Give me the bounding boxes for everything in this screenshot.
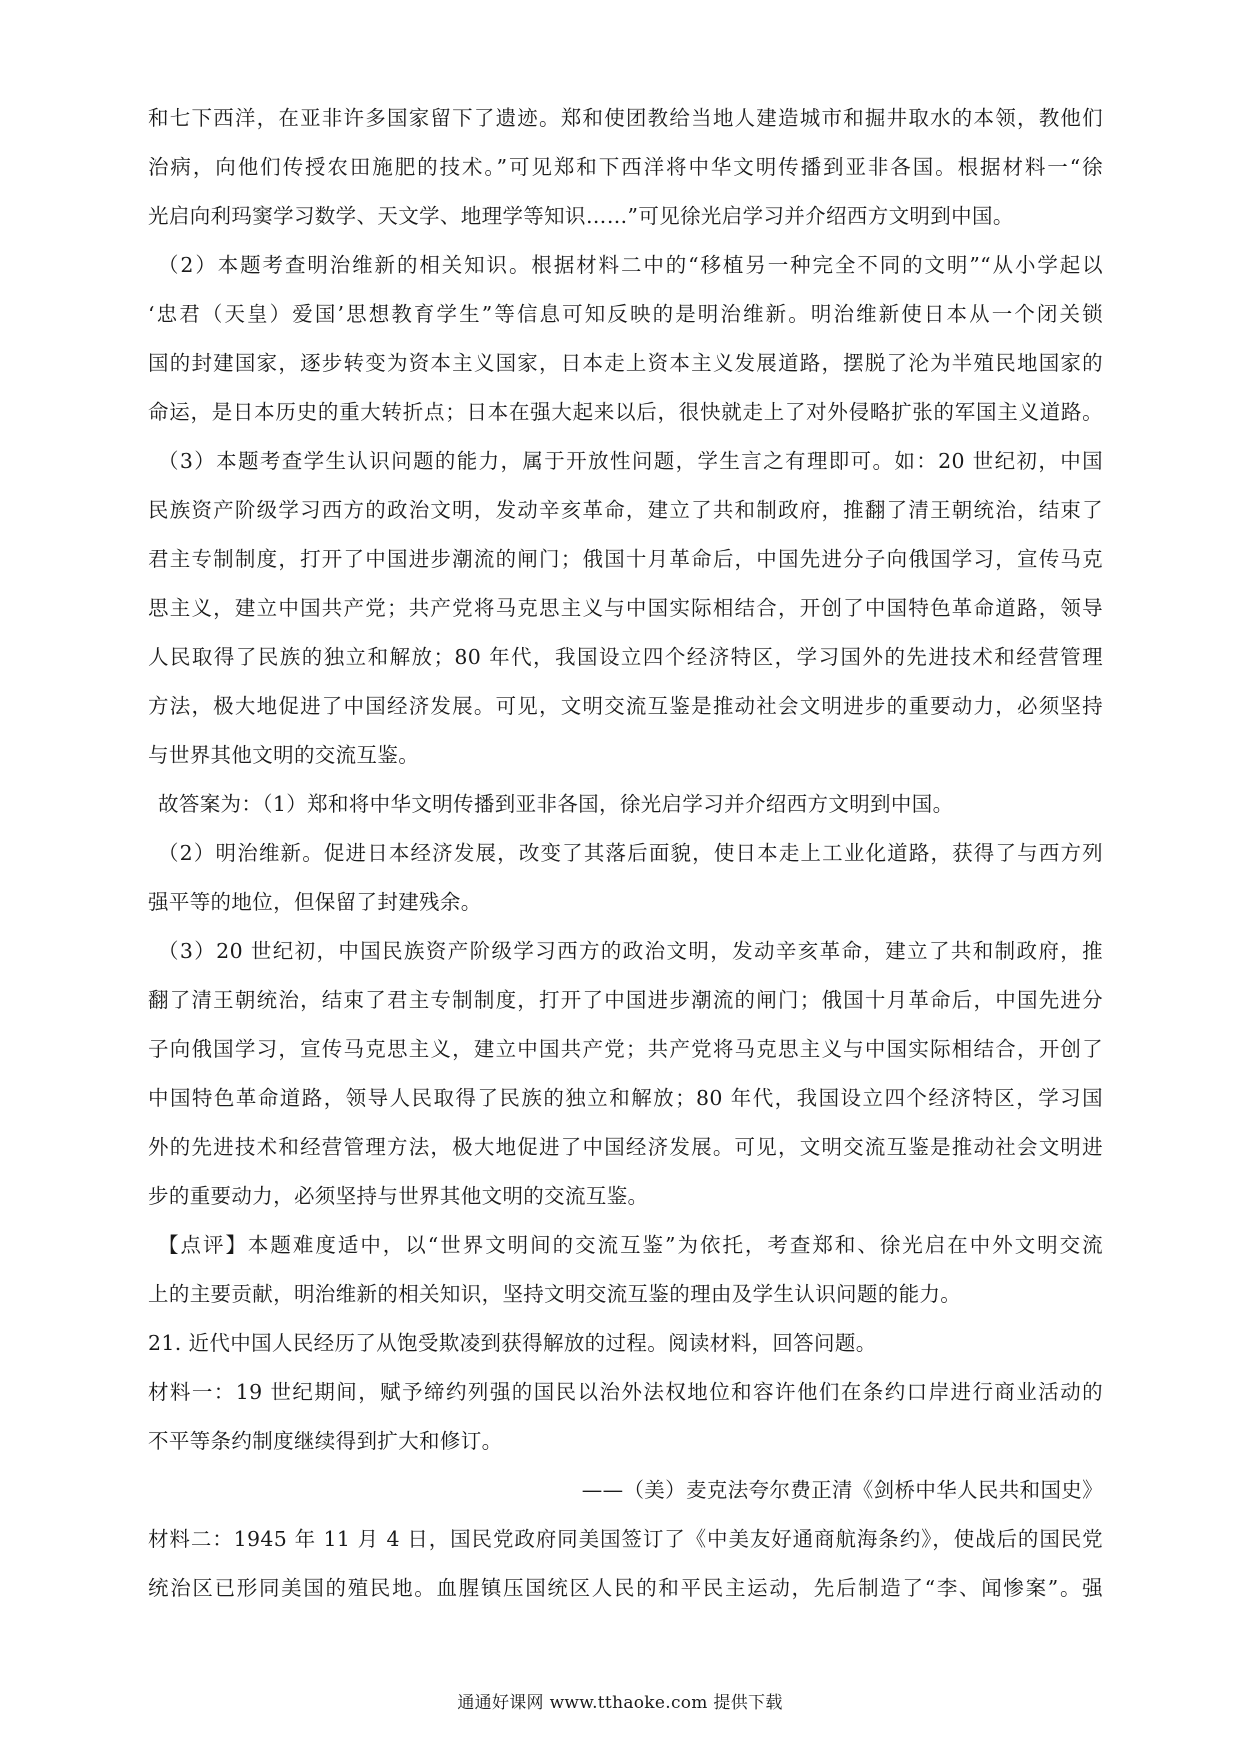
text-line: （2）本题考查明治维新的相关知识。根据材料二中的“移植另一种完全不同的文明”“从小学起以 (158, 253, 1103, 277)
text-line: 与世界其他文明的交流互鉴。 (148, 743, 420, 767)
question-title: 21. 近代中国人民经历了从饱受欺凌到获得解放的过程。阅读材料，回答问题。 (148, 1331, 877, 1355)
text-line: 和七下西洋，在亚非许多国家留下了遗迹。郑和使团教给当地人建造城市和掘井取水的本领，教他们 (148, 106, 1103, 130)
text-line: 外的先进技术和经营管理方法，极大地促进了中国经济发展。可见，文明交流互鉴是推动社会文明进 (148, 1135, 1103, 1159)
text-line: （3）20 世纪初，中国民族资产阶级学习西方的政治文明，发动辛亥革命，建立了共和制政府，推 (158, 939, 1103, 963)
commentary-line: 【点评】本题难度适中，以“世界文明间的交流互鉴”为依托，考查郑和、徐光启在中外文明交流 (158, 1233, 1103, 1257)
text-line: 方法，极大地促进了中国经济发展。可见，文明交流互鉴是推动社会文明进步的重要动力，必须坚持 (148, 694, 1103, 718)
text-line: 国的封建国家，逐步转变为资本主义国家，日本走上资本主义发展道路，摆脱了沦为半殖民地国家的 (148, 351, 1103, 375)
text-line: 光启向利玛窦学习数学、天文学、地理学等知识……”可见徐光启学习并介绍西方文明到中国。 (148, 204, 1014, 228)
text-line: ‘忠君（天皇）爱国’思想教育学生”等信息可知反映的是明治维新。明治维新使日本从一个闭关锁 (148, 302, 1103, 326)
page-footer: 通通好课网 www.tthaoke.com 提供下载 (457, 1693, 783, 1713)
material-line: 材料一：19 世纪期间，赋予缔约列强的国民以治外法权地位和容许他们在条约口岸进行商业活动的 (148, 1380, 1103, 1404)
text-line: 民族资产阶级学习西方的政治文明，发动辛亥革命，建立了共和制政府，推翻了清王朝统治，结束了 (148, 498, 1103, 522)
material-line: 不平等条约制度继续得到扩大和修订。 (148, 1429, 503, 1453)
text-line: 强平等的地位，但保留了封建残余。 (148, 890, 482, 914)
text-line: 思主义，建立中国共产党；共产党将马克思主义与中国实际相结合，开创了中国特色革命道路，领导 (148, 596, 1103, 620)
material-line: 材料二：1945 年 11 月 4 日，国民党政府同美国签订了《中美友好通商航海条约》，使战后的国民党 (148, 1527, 1103, 1551)
text-line: 翻了清王朝统治，结束了君主专制制度，打开了中国进步潮流的闸门；俄国十月革命后，中国先进分 (148, 988, 1103, 1012)
commentary-line: 上的主要贡献，明治维新的相关知识，坚持文明交流互鉴的理由及学生认识问题的能力。 (148, 1282, 962, 1306)
answer-heading: 故答案为：（1）郑和将中华文明传播到亚非各国，徐光启学习并介绍西方文明到中国。 (158, 792, 954, 816)
text-line: 君主专制制度，打开了中国进步潮流的闸门；俄国十月革命后，中国先进分子向俄国学习，宣传马克 (148, 547, 1103, 571)
text-line: （2）明治维新。促进日本经济发展，改变了其落后面貌，使日本走上工业化道路，获得了与西方列 (158, 841, 1103, 865)
text-line: 步的重要动力，必须坚持与世界其他文明的交流互鉴。 (148, 1184, 649, 1208)
material-source: ——（美）麦克法夸尔费正清《剑桥中华人民共和国史》 (581, 1478, 1103, 1502)
document-body (148, 94, 1103, 1613)
text-line: （3）本题考查学生认识问题的能力，属于开放性问题，学生言之有理即可。如：20 世纪初，中国 (158, 449, 1103, 473)
text-line: 中国特色革命道路，领导人民取得了民族的独立和解放；80 年代，我国设立四个经济特区，学习国 (148, 1086, 1103, 1110)
text-line: 命运，是日本历史的重大转折点；日本在强大起来以后，很快就走上了对外侵略扩张的军国主义道路。 (148, 400, 1103, 424)
text-line: 子向俄国学习，宣传马克思主义，建立中国共产党；共产党将马克思主义与中国实际相结合，开创了 (148, 1037, 1103, 1061)
text-line: 人民取得了民族的独立和解放；80 年代，我国设立四个经济特区，学习国外的先进技术和经营管理 (148, 645, 1103, 669)
text-line: 治病，向他们传授农田施肥的技术。”可见郑和下西洋将中华文明传播到亚非各国。根据材料一“徐 (148, 155, 1103, 179)
material-line: 统治区已形同美国的殖民地。血腥镇压国统区人民的和平民主运动，先后制造了“李、闻惨案”。强 (148, 1576, 1103, 1600)
